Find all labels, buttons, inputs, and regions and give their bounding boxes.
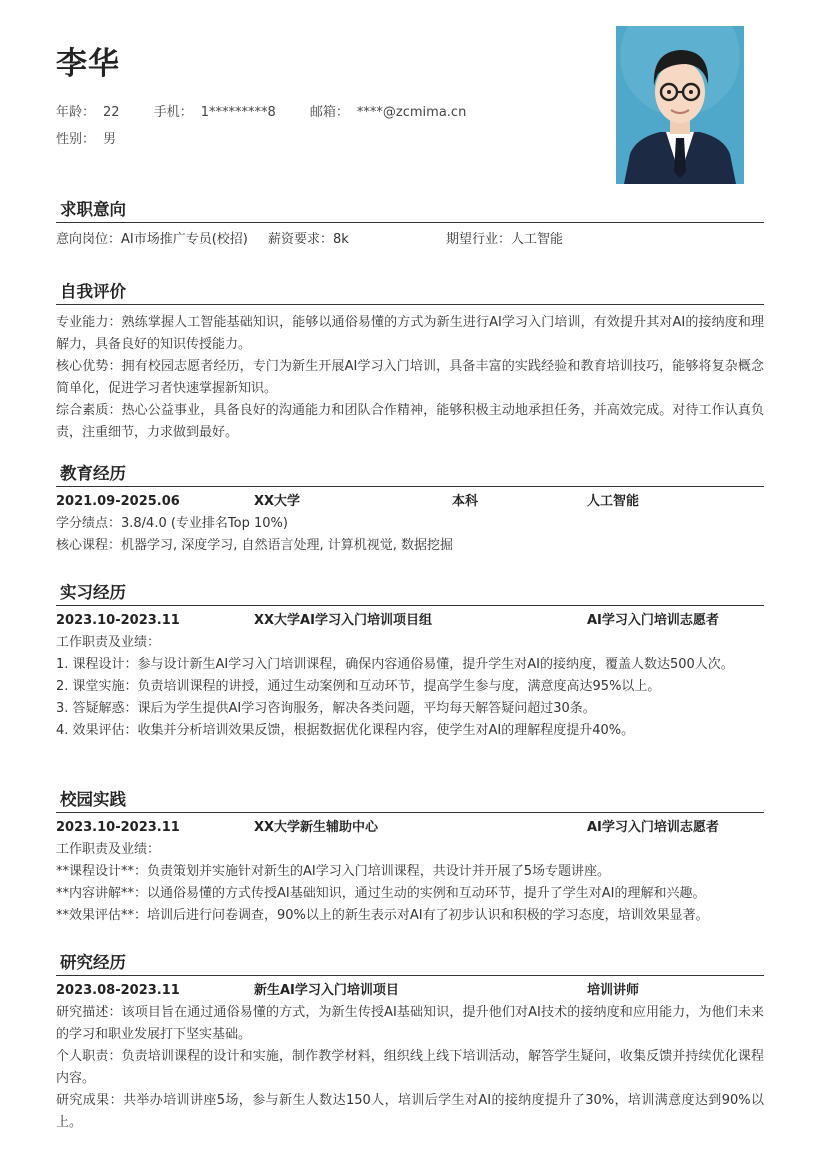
campus-role: AI学习入门培训志愿者 (587, 820, 719, 835)
research-item: 研究成果：共举办培训讲座5场，参与新生人数达150人，培训后学生对AI的接纳度提升了30%，培训满意度达到90%以上。 (56, 1093, 764, 1130)
edu-courses: 核心课程：机器学习, 深度学习, 自然语言处理, 计算机视觉, 数据挖掘 (56, 538, 454, 553)
campus-item: **课程设计**：负责策划并实施针对新生的AI学习入门培训课程，共设计并开展了5场专题讲座。 (56, 864, 610, 879)
section-title: 自我评价 (56, 280, 764, 305)
phone-label: 手机： (153, 105, 193, 120)
campus-org: XX大学新生辅助中心 (254, 820, 379, 835)
intern-item: 1. 课程设计：参与设计新生AI学习入门培训课程，确保内容通俗易懂，提升学生对AI的接纳度，覆盖人数达500人次。 (56, 657, 734, 672)
age-label: 年龄： (56, 105, 96, 120)
intent-position: 意向岗位：AI市场推广专员(校招) (56, 232, 248, 247)
research-item: 研究描述：该项目旨在通过通俗易懂的方式，为新生传授AI基础知识，提升他们对AI技术的接纳度和应用能力，为他们未来的学习和职业发展打下坚实基础。 (56, 1005, 764, 1042)
email-label: 邮箱： (309, 105, 349, 120)
profile-photo (616, 26, 744, 184)
candidate-name: 李华 (56, 46, 120, 82)
intern-org: XX大学AI学习入门培训项目组 (254, 613, 432, 628)
section-title: 求职意向 (56, 198, 764, 223)
education-section (56, 462, 764, 557)
email-value: ****@zcmima.cn (356, 105, 467, 120)
phone-value: 1*********8 (200, 105, 276, 120)
section-title: 实习经历 (56, 581, 764, 606)
research-section (56, 951, 764, 1134)
age-value: 22 (103, 105, 120, 120)
gender-label: 性别： (56, 132, 96, 147)
research-item: 个人职责：负责培训课程的设计和实施，制作教学材料，组织线上线下培训活动，解答学生疑问，收集反馈并持续优化课程内容。 (56, 1049, 764, 1086)
section-title: 教育经历 (56, 462, 764, 487)
campus-date: 2023.10-2023.11 (56, 820, 180, 835)
edu-date: 2021.09-2025.06 (56, 494, 180, 509)
edu-degree: 本科 (452, 494, 479, 509)
section-title: 研究经历 (56, 951, 764, 976)
intern-role: AI学习入门培训志愿者 (587, 613, 719, 628)
intent-industry: 期望行业：人工智能 (446, 232, 564, 247)
job-intent-section (56, 198, 764, 251)
intern-intro: 工作职责及业绩： (56, 635, 161, 650)
research-project: 新生AI学习入门培训项目 (254, 983, 399, 998)
campus-item: **效果评估**：培训后进行问卷调查，90%以上的新生表示对AI有了初步认识和积极的学习态度，培训效果显著。 (56, 908, 709, 923)
intern-item: 4. 效果评估：收集并分析培训效果反馈，根据数据优化课程内容，使学生对AI的理解程度提升40%。 (56, 723, 635, 738)
edu-school: XX大学 (254, 494, 301, 509)
campus-section (56, 788, 764, 927)
research-date: 2023.08-2023.11 (56, 983, 180, 998)
internship-section (56, 581, 764, 742)
self-eval-item: 专业能力：熟练掌握人工智能基础知识，能够以通俗易懂的方式为新生进行AI学习入门培训，有效提升其对AI的接纳度和理解力，具备良好的知识传授能力。 (56, 315, 764, 352)
gender-row (56, 128, 146, 147)
edu-major: 人工智能 (587, 494, 640, 509)
self-eval-item: 综合素质：热心公益事业，具备良好的沟通能力和团队合作精神，能够积极主动地承担任务，并高效完成。对待工作认真负责，注重细节，力求做到最好。 (56, 403, 764, 440)
self-eval-item: 核心优势：拥有校园志愿者经历，专门为新生开展AI学习入门培训，具备丰富的实践经验和教育培训技巧，能够将复杂概念简单化，促进学习者快速掌握新知识。 (56, 359, 764, 396)
avatar-illustration (616, 26, 744, 184)
research-role: 培训讲师 (587, 983, 640, 998)
campus-item: **内容讲解**：以通俗易懂的方式传授AI基础知识，通过生动的实例和互动环节，提升了学生对AI的理解和兴趣。 (56, 886, 706, 901)
self-evaluation-section (56, 280, 764, 444)
campus-intro: 工作职责及业绩： (56, 842, 161, 857)
intern-item: 3. 答疑解惑：课后为学生提供AI学习咨询服务，解决各类问题，平均每天解答疑问超过30条。 (56, 701, 596, 716)
intern-date: 2023.10-2023.11 (56, 613, 180, 628)
intern-item: 2. 课堂实施：负责培训课程的讲授，通过生动案例和互动环节，提高学生参与度，满意度高达95%以上。 (56, 679, 661, 694)
section-title: 校园实践 (56, 788, 764, 813)
edu-gpa: 学分绩点：3.8/4.0 (专业排名Top 10%) (56, 516, 288, 531)
contact-row (56, 101, 496, 120)
gender-value: 男 (103, 132, 117, 147)
intent-salary: 薪资要求：8k (268, 232, 349, 247)
